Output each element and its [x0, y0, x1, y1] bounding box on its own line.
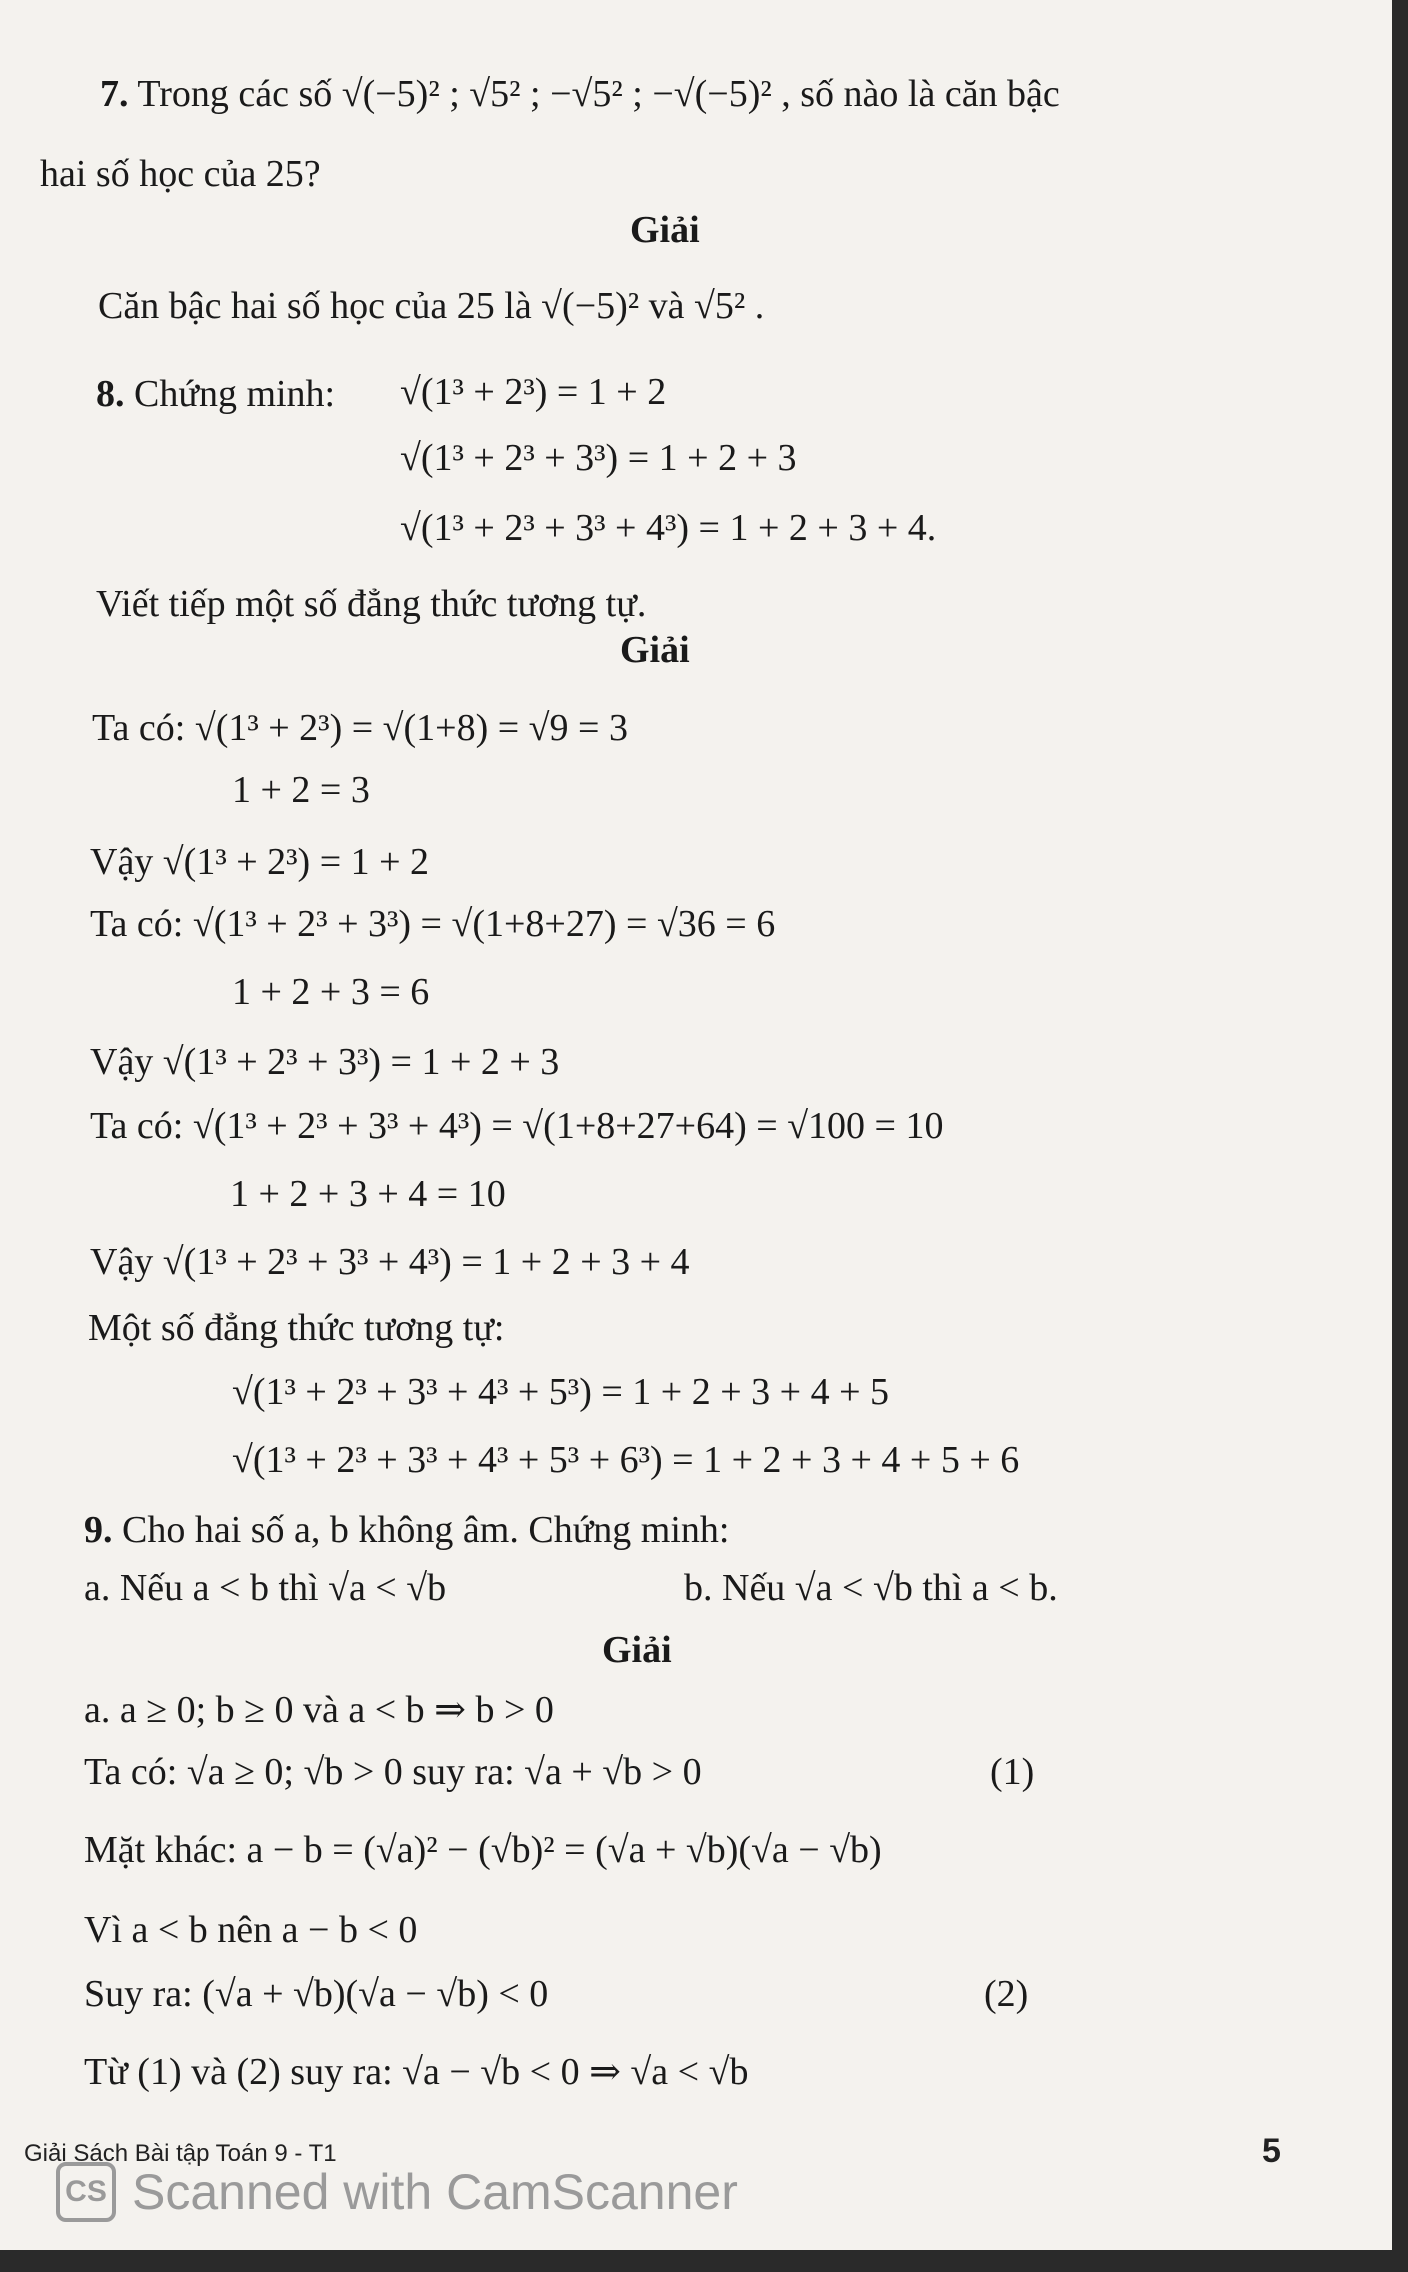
problem-8-given-1: √(1³ + 2³) = 1 + 2 — [400, 371, 667, 413]
problem-8-prompt — [96, 372, 335, 418]
solution-8-line-11: √(1³ + 2³ + 3³ + 4³ + 5³) = 1 + 2 + 3 + 4 + 5 — [232, 1371, 890, 1413]
solution-9-line-2: Ta có: √a ≥ 0; √b > 0 suy ra: √a + √b > 0 — [84, 1751, 702, 1793]
problem-7-line-2: hai số học của 25? — [40, 153, 321, 195]
camscanner-logo-icon: CS — [56, 2162, 116, 2222]
solution-8-line-10: Một số đẳng thức tương tự: — [88, 1307, 505, 1349]
problem-7-line-1 — [100, 72, 1060, 118]
page-number: 5 — [1262, 2132, 1281, 2170]
problem-7-answer: Căn bậc hai số học của 25 là √(−5)² và √5² . — [98, 285, 765, 327]
camscanner-watermark — [56, 2162, 738, 2222]
solution-9-tag-2: (2) — [984, 1973, 1029, 2015]
problem-7-text: Trong các số √(−5)² ; √5² ; −√5² ; −√(−5)² , số nào là căn bậc — [137, 73, 1060, 115]
solution-9-line-1: a. a ≥ 0; b ≥ 0 và a < b ⇒ b > 0 — [84, 1689, 554, 1731]
solution-8-line-1: Ta có: √(1³ + 2³) = √(1+8) = √9 = 3 — [92, 707, 628, 749]
problem-8-given-3: √(1³ + 2³ + 3³ + 4³) = 1 + 2 + 3 + 4. — [400, 507, 937, 549]
problem-7-heading: Giải — [630, 209, 700, 251]
problem-9-number: 9. — [84, 1509, 113, 1551]
solution-8-line-5: 1 + 2 + 3 = 6 — [232, 971, 430, 1013]
solution-8-line-6: Vậy √(1³ + 2³ + 3³) = 1 + 2 + 3 — [90, 1041, 560, 1083]
problem-9-prompt-text: Cho hai số a, b không âm. Chứng minh: — [122, 1509, 730, 1551]
problem-9-part-a: a. Nếu a < b thì √a < √b — [84, 1567, 447, 1609]
problem-8-prompt-label: Chứng minh: — [134, 373, 336, 415]
solution-9-tag-1: (1) — [990, 1751, 1035, 1793]
solution-9-line-5: Suy ra: (√a + √b)(√a − √b) < 0 — [84, 1973, 549, 2015]
solution-8-line-2: 1 + 2 = 3 — [232, 769, 370, 811]
solution-9-line-6: Từ (1) và (2) suy ra: √a − √b < 0 ⇒ √a < √b — [84, 2051, 749, 2093]
problem-8-number: 8. — [96, 373, 125, 415]
book-title-footer: Giải Sách Bài tập Toán 9 - T1 — [24, 2140, 337, 2167]
watermark-text: Scanned with CamScanner — [132, 2164, 738, 2220]
problem-9-heading: Giải — [602, 1629, 672, 1671]
solution-8-line-7: Ta có: √(1³ + 2³ + 3³ + 4³) = √(1+8+27+64) = √100 = 10 — [90, 1105, 944, 1147]
solution-9-line-4: Vì a < b nên a − b < 0 — [84, 1909, 418, 1951]
problem-9-part-b: b. Nếu √a < √b thì a < b. — [684, 1567, 1058, 1609]
solution-9-line-3: Mặt khác: a − b = (√a)² − (√b)² = (√a + √b)(√a − √b) — [84, 1829, 882, 1871]
problem-8-task: Viết tiếp một số đẳng thức tương tự. — [96, 583, 647, 625]
solution-8-line-4: Ta có: √(1³ + 2³ + 3³) = √(1+8+27) = √36 = 6 — [90, 903, 776, 945]
problem-8-heading: Giải — [620, 629, 690, 671]
solution-8-line-9: Vậy √(1³ + 2³ + 3³ + 4³) = 1 + 2 + 3 + 4 — [90, 1241, 690, 1283]
solution-8-line-12: √(1³ + 2³ + 3³ + 4³ + 5³ + 6³) = 1 + 2 + 3 + 4 + 5 + 6 — [232, 1439, 1020, 1481]
problem-7-number: 7. — [100, 73, 129, 115]
problem-9-prompt — [84, 1508, 729, 1554]
solution-8-line-8: 1 + 2 + 3 + 4 = 10 — [230, 1173, 506, 1215]
problem-8-given-2: √(1³ + 2³ + 3³) = 1 + 2 + 3 — [400, 437, 797, 479]
solution-8-line-3: Vậy √(1³ + 2³) = 1 + 2 — [90, 841, 430, 883]
